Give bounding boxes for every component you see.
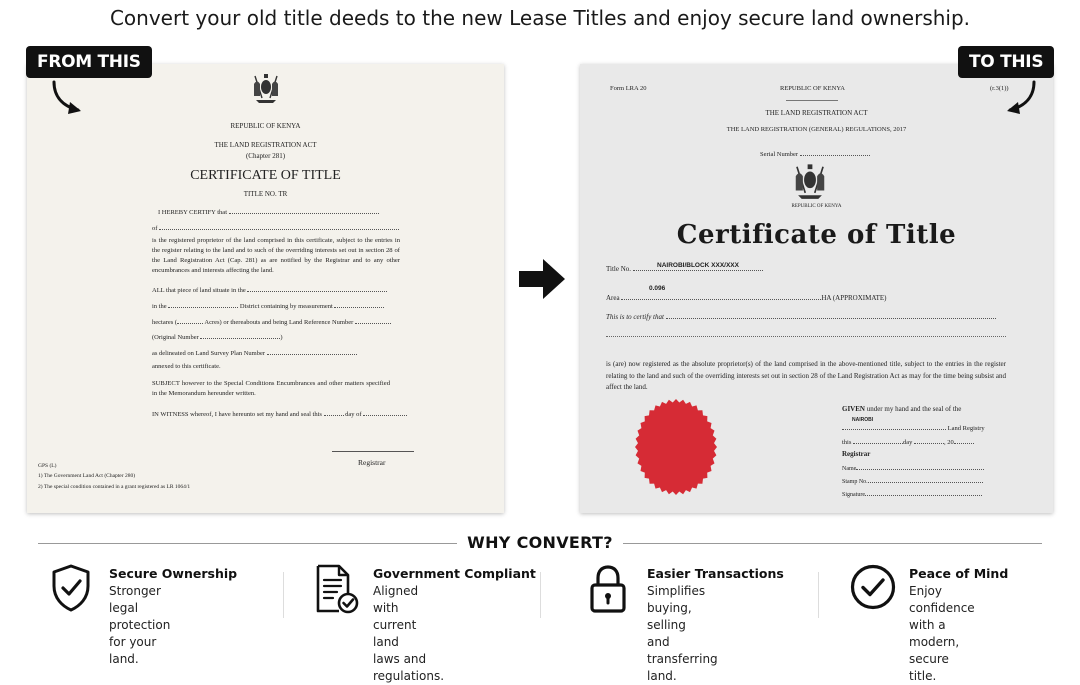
new-title-no-value: NAIROBI/BLOCK XXX/XXX <box>657 262 739 269</box>
new-this: this <box>842 439 852 446</box>
new-year: 20 <box>947 439 954 446</box>
new-area-label: Area <box>606 294 620 302</box>
padlock-icon <box>588 564 628 614</box>
new-stamp: Stamp No. <box>842 479 868 485</box>
new-registry-label: Land Registry <box>947 425 985 432</box>
old-hectares: hectares ( <box>152 319 178 326</box>
new-day: day <box>903 439 913 446</box>
new-registrar: Registrar <box>842 450 871 458</box>
old-subject: SUBJECT however to the Special Conditions Encumbrances and other matters specified in the Memorandum hereunder written. <box>152 380 390 397</box>
old-gps: GPS (L) <box>38 463 57 469</box>
benefit-description: Enjoy confidence with a modern, secure title. <box>909 584 975 683</box>
curved-arrow-left-icon <box>48 78 88 118</box>
old-para1: is the registered proprietor of the land comprised in this certificate, subject to the entries in the register relating to the land and to such of the overriding interests set out in section 28 of the Land Registration Act (Cap. 281) as are notified by the Registrar and to any other encumbrances and interests affecting the land. <box>152 237 400 274</box>
new-area-value: 0.096 <box>649 285 666 292</box>
old-acres: Acres) or thereabouts and being Land Reference Number <box>204 319 354 326</box>
benefit-title: Easier Transactions <box>647 566 784 581</box>
new-serial: Serial Number <box>760 151 799 158</box>
old-note2: 2) The special condition contained in a grant registered as LR 1064/1 <box>38 484 191 490</box>
kenya-coat-of-arms-small-icon <box>793 162 827 200</box>
new-certify: This is to certify that <box>606 313 664 321</box>
old-republic: REPUBLIC OF KENYA <box>230 122 301 130</box>
old-witness: IN WITNESS whereof, I have hereunto set my hand and seal this <box>152 411 322 418</box>
old-annexed: annexed to this certificate. <box>152 363 221 370</box>
benefit-description: Stronger legal protection for your land. <box>109 584 171 666</box>
new-rule: (r.3(1)) <box>990 85 1009 92</box>
why-convert-title: WHY CONVERT? <box>457 533 623 552</box>
new-area-unit: HA (APPROXIMATE) <box>821 294 887 302</box>
new-regulations: THE LAND REGISTRATION (GENERAL) REGULATIONS, 2017 <box>726 126 907 133</box>
new-form: Form LRA 20 <box>610 85 647 92</box>
new-name: Name <box>842 466 857 472</box>
old-note1: 1) The Government Land Act (Chapter 280) <box>38 473 136 479</box>
why-convert-header <box>38 533 1042 555</box>
old-in-the: in the <box>152 303 167 310</box>
new-crest-label: REPUBLIC OF KENYA <box>791 204 842 209</box>
headline: Convert your old title deeds to the new Lease Titles and enjoy secure land ownership. <box>109 6 971 30</box>
arrow-right-icon <box>519 259 565 299</box>
kenya-coat-of-arms-icon <box>252 72 280 104</box>
old-delineated: as delineated on Land Survey Plan Number <box>152 350 265 357</box>
benefit-description: Simplifies buying, selling and transferring land. <box>647 584 718 683</box>
old-registrar: Registrar <box>358 458 386 467</box>
document-check-icon <box>315 564 359 614</box>
new-title-no-label: Title No. <box>606 265 632 273</box>
old-title: CERTIFICATE OF TITLE <box>190 168 341 183</box>
old-certificate-of-title: REPUBLIC OF KENYA THE LAND REGISTRATION ACT (Chapter 281) CERTIFICATE OF TITLE TITLE NO. TR I HEREBY CERTIFY that of is the registered proprietor of the land comprised in this certificate, subject to the entries in the register relating to the land and to such of the overriding interests set out in section 28 of the Land Registration Act (Cap. 281) as are notified by the Registrar and to any other encumbrances and interests affecting the land. ALL that piece of land situate in the in the District containing by measurement hectares ( Acres) or thereabouts and being Land Reference Number (Original Number ) as delineated on Land Survey Plan Number annexed to this certificate. SUBJECT however to the Special Conditions Encumbrances and other matters specified in the Memorandum hereunder written. IN WITNESS whereof, I have hereunto set my hand and seal this day of Registrar GPS (L) 1) The Government Land Act (Chapter 280) 2) The special condition contained in a grant registered as LR 1064/1 <box>27 64 504 513</box>
new-lease-title-certificate: Form LRA 20 REPUBLIC OF KENYA (r.3(1)) THE LAND REGISTRATION ACT THE LAND REGISTRATION (GENERAL) REGULATIONS, 2017 Serial Number REPUBLIC OF KENYA Certificate of Title Title No. NAIROBI/BLOCK XXX/XXX 0.096 Area HA (APPROXIMATE) This is to certify that is (are) now registered as the absolute proprietor(s) of the land comprised in the above-mentioned title, subject to the entries in the register relating to the land and such of the overriding interests set out in section 28 of the Land Registration Act as may for the time being subsist and affect the land. GIVEN under my hand and the seal of the NAIROBI Land Registry this day , 20 Registrar Name Stamp No. Signature <box>580 64 1053 513</box>
old-district: District containing by measurement <box>239 303 333 310</box>
red-seal-icon <box>632 396 720 498</box>
checkmark-circle-icon <box>850 564 896 610</box>
to-this-tag: TO THIS <box>958 46 1054 78</box>
new-given-rest: under my hand and the seal of the <box>866 405 962 413</box>
new-title: Certificate of Title <box>676 220 957 250</box>
benefit-title: Secure Ownership <box>109 566 238 581</box>
new-republic: REPUBLIC OF KENYA <box>780 85 846 92</box>
new-para: is (are) now registered as the absolute proprietor(s) of the land comprised in the above-mentioned title, subject to the entries in the register relating to the land and such of the overriding interests set out in section 28 of the Land Registration Act as may for the time being subsist and affect the land. <box>606 360 1006 391</box>
benefit-title: Peace of Mind <box>909 566 1009 581</box>
curved-arrow-right-icon <box>1000 78 1040 118</box>
benefit-description: Aligned with current land laws and regulations. <box>373 584 445 683</box>
old-act: THE LAND REGISTRATION ACT <box>214 141 317 149</box>
old-of: of <box>152 225 158 232</box>
new-act: THE LAND REGISTRATION ACT <box>765 109 868 117</box>
new-registry-value: NAIROBI <box>852 417 874 423</box>
old-certify: I HEREBY CERTIFY that <box>158 209 227 216</box>
new-given: GIVEN <box>842 405 865 413</box>
shield-check-icon <box>51 564 91 612</box>
benefit-title: Government Compliant <box>373 566 536 581</box>
old-chapter: (Chapter 281) <box>245 152 286 160</box>
old-original: (Original Number <box>152 334 199 341</box>
old-title-no: TITLE NO. TR <box>243 190 288 198</box>
new-signature: Signature <box>842 492 865 498</box>
old-all-that: ALL that piece of land situate in the <box>152 287 246 294</box>
from-this-tag: FROM THIS <box>26 46 152 78</box>
old-day-of: day of <box>345 411 362 418</box>
